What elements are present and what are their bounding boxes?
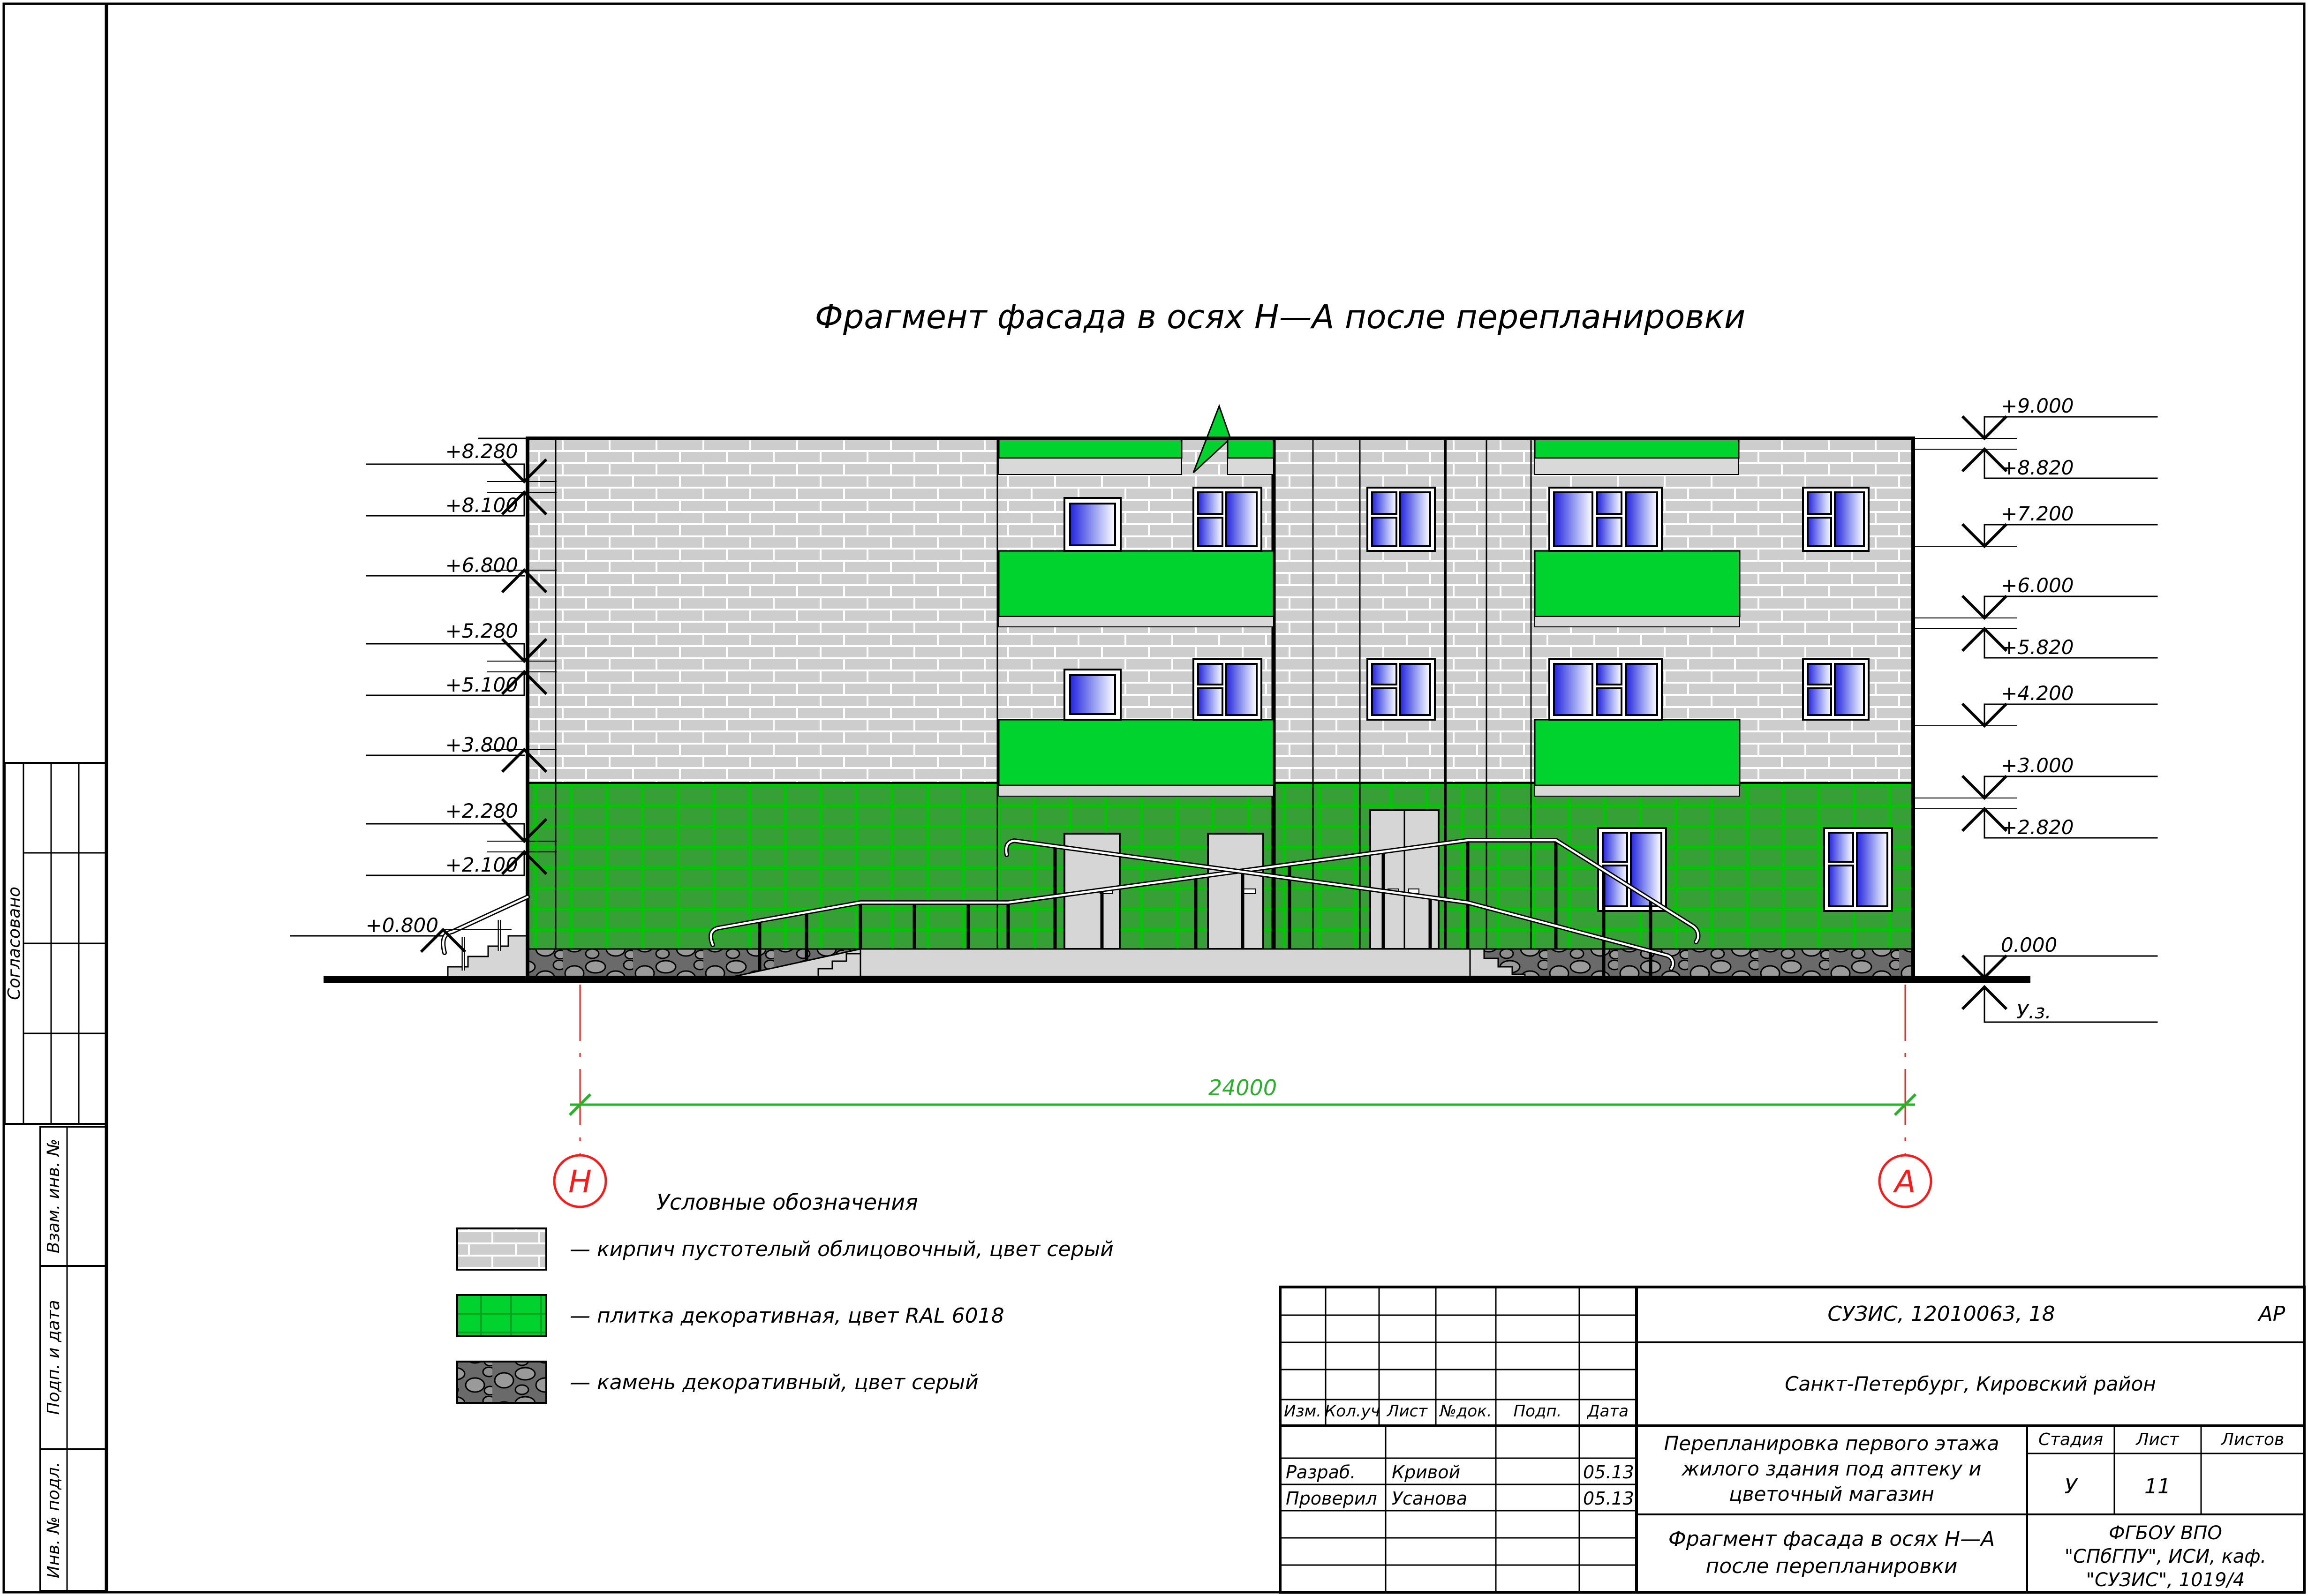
legend	[457, 1189, 1114, 1403]
window	[1549, 659, 1662, 720]
legend-item-label: — кирпич пустотелый облицовочный, цвет серый	[570, 1237, 1114, 1261]
svg-text:№док.: №док.	[1440, 1402, 1492, 1421]
svg-text:Перепланировка первого этажа: Перепланировка первого этажа	[1664, 1432, 1999, 1455]
svg-text:после перепланировки: после перепланировки	[1705, 1554, 1958, 1578]
elevation-mark	[1916, 449, 2157, 479]
drawing-name	[1668, 1527, 1995, 1578]
legend-item-label: — плитка декоративная, цвет RAL 6018	[570, 1304, 1004, 1328]
brick-swatch	[457, 1228, 546, 1270]
svg-text:+2.820: +2.820	[2001, 816, 2074, 839]
window	[1803, 659, 1869, 720]
window	[1824, 828, 1892, 911]
elevation-marks-right	[1916, 394, 2157, 1023]
axis-marker-a	[1879, 1155, 1931, 1207]
svg-text:Лист: Лист	[1387, 1402, 1428, 1421]
svg-text:Кол.уч: Кол.уч	[1325, 1402, 1380, 1421]
axis-label-a: А	[1894, 1164, 1916, 1200]
svg-text:+5.100: +5.100	[445, 673, 518, 696]
signature-row	[1286, 1462, 1634, 1483]
dimension-value: 24000	[1208, 1075, 1277, 1100]
svg-text:05.13: 05.13	[1583, 1488, 1634, 1509]
window	[1367, 659, 1435, 720]
svg-text:Усанова: Усанова	[1392, 1488, 1468, 1509]
svg-text:+6.800: +6.800	[445, 554, 518, 577]
svg-text:+9.000: +9.000	[2001, 394, 2074, 417]
elevation-mark	[1916, 574, 2157, 618]
svg-text:Стадия: Стадия	[2038, 1430, 2104, 1449]
stage-sheet-cells	[2038, 1430, 2284, 1498]
dimension-line	[570, 1075, 1916, 1115]
elevation-mark	[1916, 394, 2157, 438]
svg-text:+6.000: +6.000	[2001, 574, 2074, 597]
window	[1193, 659, 1261, 720]
svg-text:Дата: Дата	[1587, 1402, 1629, 1421]
window	[1598, 828, 1666, 911]
page-title: Фрагмент фасада в осях Н—А после перепланировки	[815, 298, 1746, 336]
window	[1549, 488, 1662, 551]
window	[1803, 488, 1869, 551]
svg-text:У.з.: У.з.	[2016, 1000, 2052, 1023]
svg-text:ФГБОУ ВПО: ФГБОУ ВПО	[2109, 1522, 2222, 1544]
svg-text:+0.800: +0.800	[365, 914, 438, 937]
doc-type: АР	[2258, 1302, 2285, 1326]
elevation-marks-left	[291, 440, 556, 951]
window	[1064, 670, 1121, 720]
svg-text:+4.200: +4.200	[2001, 682, 2074, 705]
stone-swatch	[457, 1362, 546, 1403]
legend-title: Условные обозначения	[656, 1189, 918, 1215]
svg-text:+5.280: +5.280	[445, 619, 518, 642]
axis-label-n: Н	[568, 1164, 592, 1200]
title-block	[1280, 1287, 2304, 1592]
window	[1367, 488, 1435, 551]
location: Санкт-Петербург, Кировский район	[1785, 1372, 2156, 1395]
svg-text:Подп.: Подп.	[1513, 1402, 1562, 1421]
svg-text:05.13: 05.13	[1583, 1462, 1634, 1483]
svg-text:+8.280: +8.280	[445, 440, 518, 463]
svg-text:+3.000: +3.000	[2001, 754, 2074, 777]
svg-text:Лист: Лист	[2136, 1430, 2179, 1449]
margin-box	[40, 1127, 106, 1266]
elevation-mark	[1916, 502, 2157, 546]
axis-marker-n	[554, 1155, 606, 1207]
svg-text:Инв. № подл.: Инв. № подл.	[44, 1461, 63, 1579]
svg-text:Кривой: Кривой	[1392, 1462, 1461, 1483]
svg-text:0.000: 0.000	[2001, 934, 2058, 956]
doc-code: СУЗИС, 12010063, 18	[1827, 1302, 2055, 1326]
svg-text:Разраб.: Разраб.	[1286, 1462, 1356, 1483]
svg-text:Подп. и дата: Подп. и дата	[44, 1300, 63, 1415]
svg-text:+8.820: +8.820	[2001, 456, 2074, 479]
window	[1193, 488, 1261, 551]
svg-text:цветочный магазин: цветочный магазин	[1729, 1483, 1934, 1506]
svg-text:"СУЗИС", 1019/4: "СУЗИС", 1019/4	[2086, 1569, 2245, 1591]
sidebar	[5, 763, 106, 1591]
building-facade	[324, 406, 2030, 979]
revision-header	[1284, 1402, 1629, 1421]
margin-box	[40, 1266, 106, 1449]
tile-swatch	[457, 1295, 546, 1336]
svg-text:жилого здания под аптеку и: жилого здания под аптеку и	[1682, 1457, 1982, 1480]
svg-text:Взам. инв. №: Взам. инв. №	[44, 1138, 63, 1254]
stage-value: У	[2064, 1475, 2077, 1498]
elevation-mark-ground	[1963, 987, 2157, 1023]
legend-item-label: — камень декоративный, цвет серый	[570, 1370, 979, 1394]
svg-text:"СПбГПУ", ИСИ, каф.: "СПбГПУ", ИСИ, каф.	[2064, 1546, 2267, 1567]
side-stairs	[448, 936, 528, 978]
project-name	[1664, 1432, 1999, 1506]
elevation-mark	[1916, 629, 2157, 659]
svg-text:Фрагмент фасада в осях Н—А: Фрагмент фасада в осях Н—А	[1668, 1527, 1995, 1551]
svg-text:Проверил: Проверил	[1286, 1488, 1377, 1509]
margin-box	[40, 1449, 106, 1591]
sheet-number: 11	[2144, 1475, 2171, 1498]
axis-grid	[554, 985, 1931, 1207]
svg-text:+7.200: +7.200	[2001, 502, 2074, 525]
elevation-mark	[1916, 754, 2157, 798]
svg-text:+2.100: +2.100	[445, 853, 518, 876]
svg-text:Изм.: Изм.	[1284, 1402, 1321, 1421]
svg-text:+3.800: +3.800	[445, 733, 518, 756]
organization	[2065, 1522, 2266, 1591]
approval-block	[5, 763, 106, 1124]
elevation-mark	[1916, 682, 2157, 726]
approved-label: Согласовано	[5, 887, 24, 1000]
svg-text:+8.100: +8.100	[445, 494, 518, 517]
elevation-mark	[1916, 809, 2157, 839]
svg-text:+5.820: +5.820	[2001, 636, 2074, 659]
svg-text:Листов: Листов	[2221, 1430, 2285, 1449]
svg-text:+2.280: +2.280	[445, 799, 518, 822]
elevation-mark	[1916, 934, 2157, 978]
window	[1064, 498, 1121, 551]
signature-row	[1286, 1488, 1634, 1509]
